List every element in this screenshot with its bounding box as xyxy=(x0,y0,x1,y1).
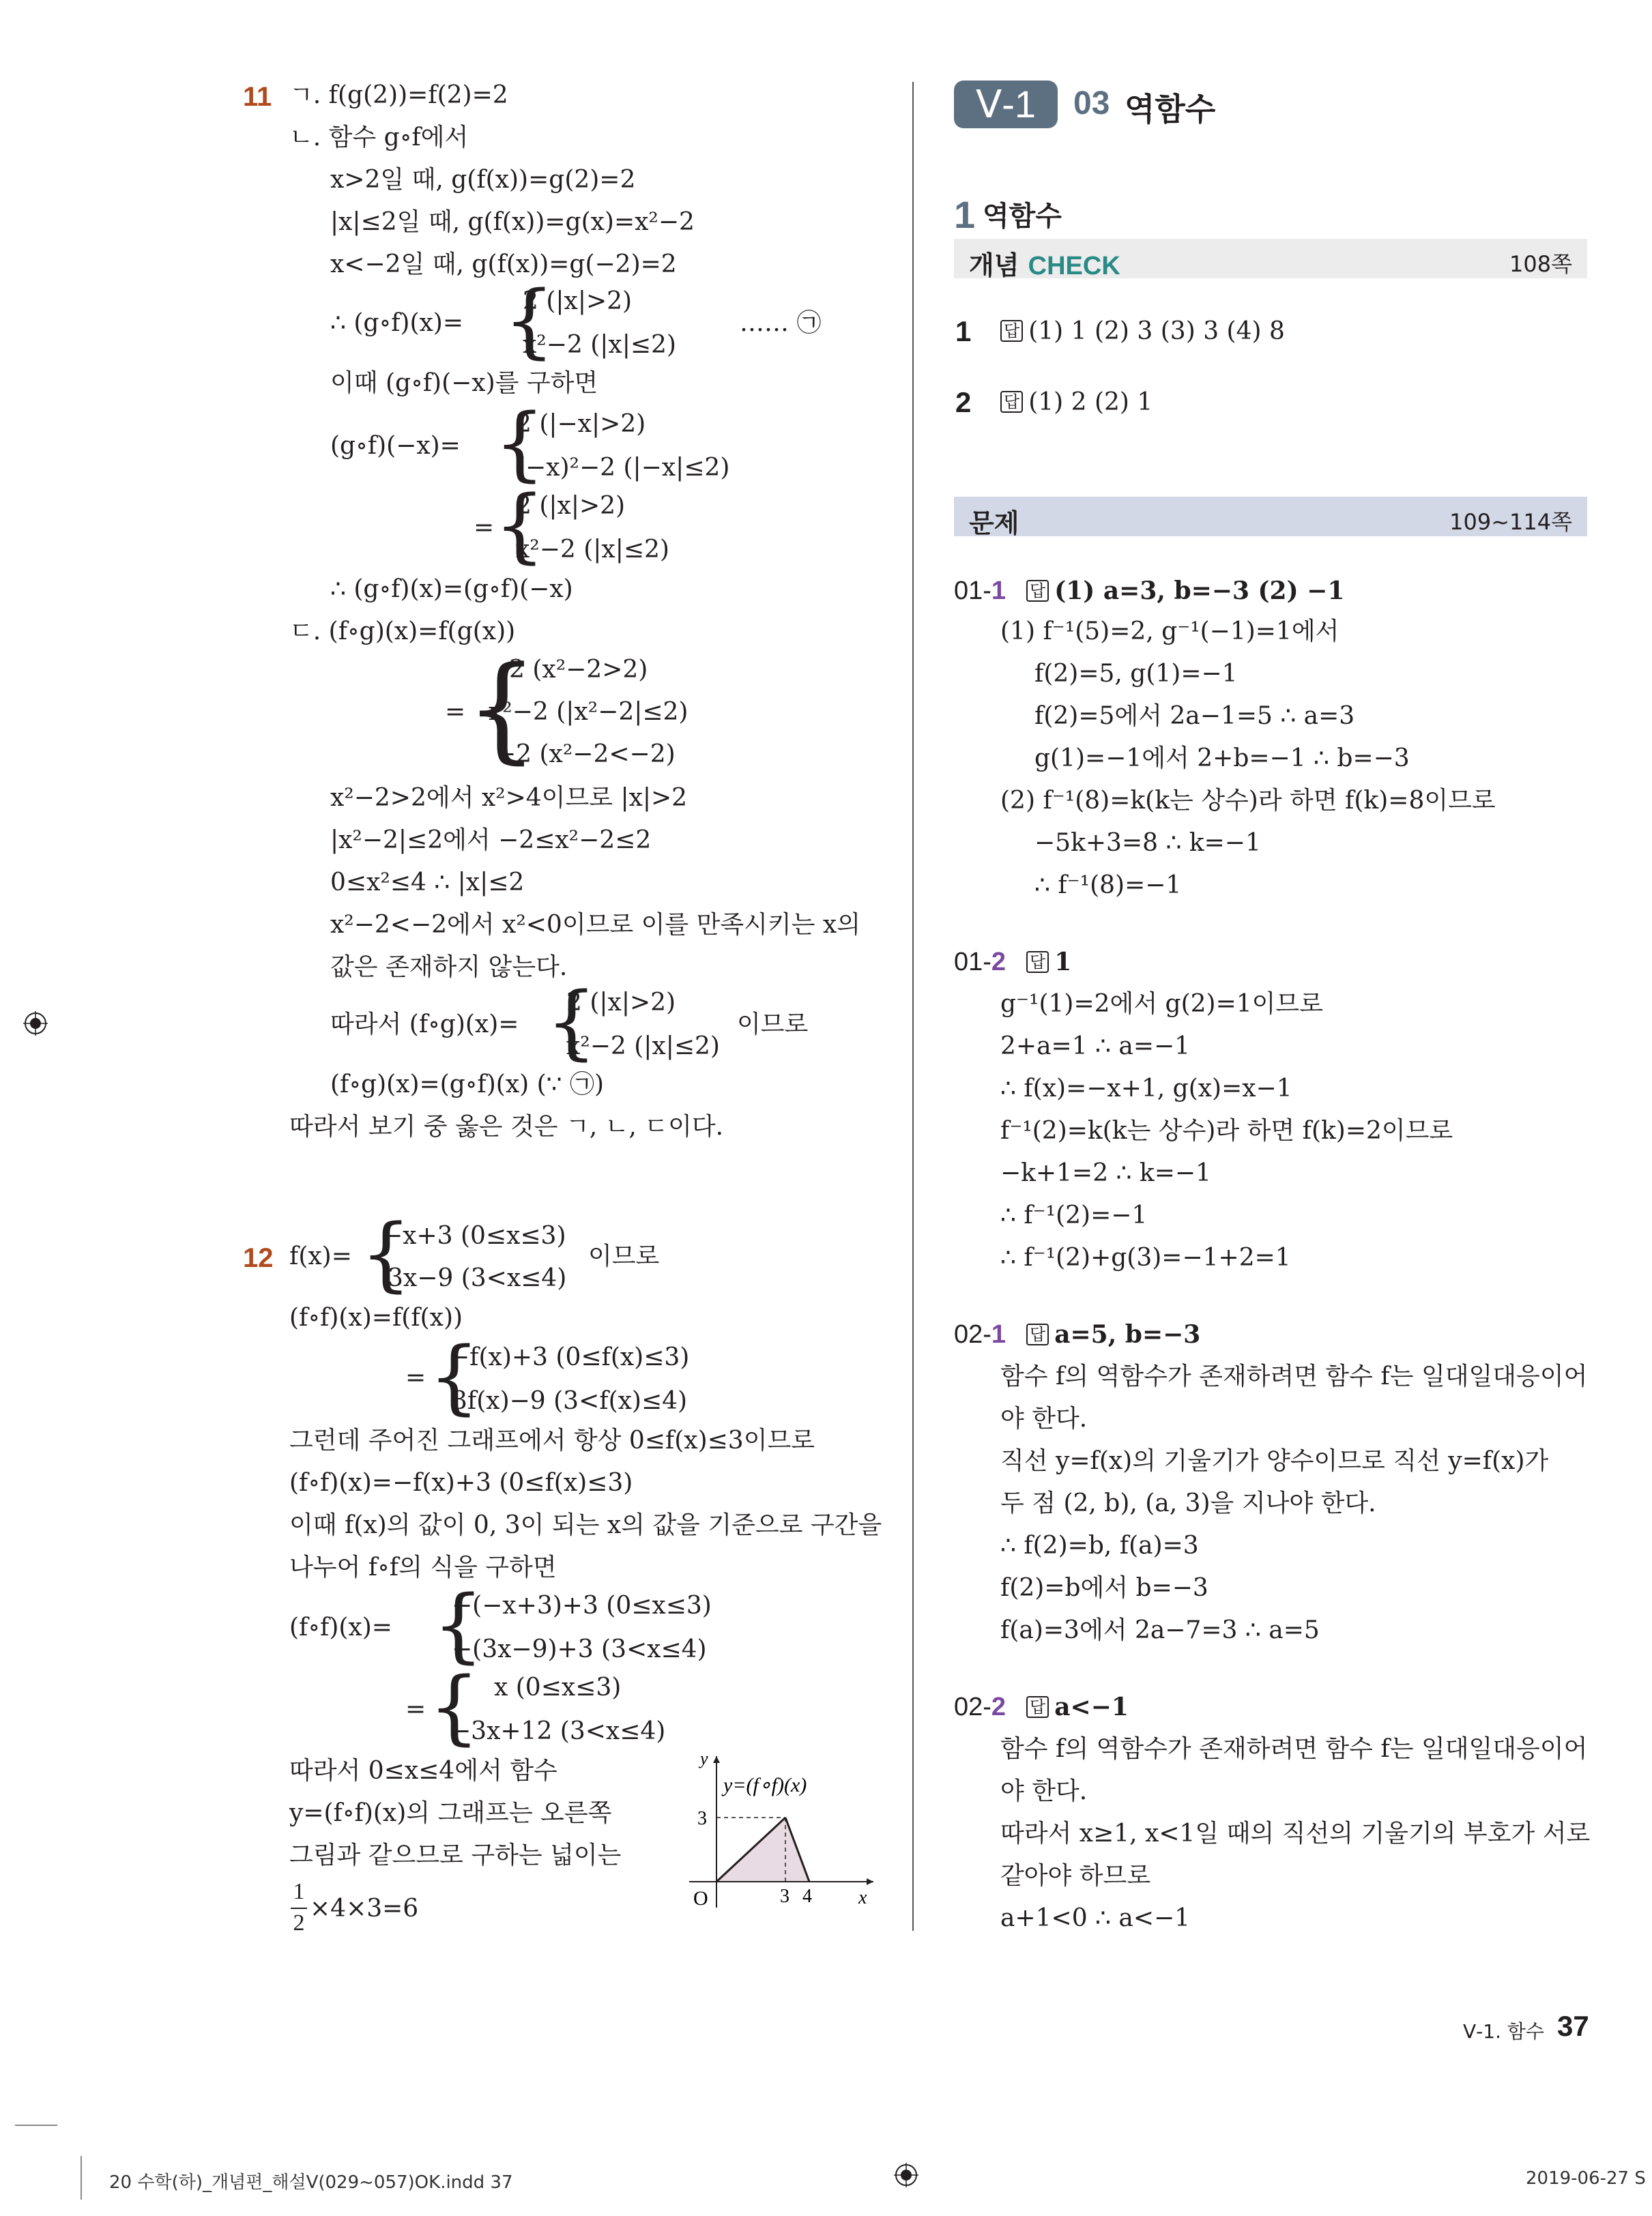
q11-line: x<−2일 때, g(f(x))=g(−2)=2 xyxy=(330,250,677,278)
q12-graph xyxy=(676,1749,880,1913)
footer-date: 2019-06-27 S xyxy=(1526,2168,1646,2189)
answer-head: (1) a=3, b=−3 (2) −1 xyxy=(1054,577,1345,605)
answer-badge: 답 xyxy=(1026,1696,1049,1718)
q11-line: x>2일 때, g(f(x))=g(2)=2 xyxy=(330,166,636,194)
solution-line: −5k+3=8 ∴ k=−1 xyxy=(1034,829,1261,857)
q11-line: ㄷ. (f∘g)(x)=f(g(x)) xyxy=(289,617,516,645)
solution-line: 2+a=1 ∴ a=−1 xyxy=(1000,1032,1191,1060)
q11-line: |x²−2|≤2에서 −2≤x²−2≤2 xyxy=(330,826,652,854)
graph-tick-x: 3 xyxy=(780,1886,789,1907)
check-answer-row xyxy=(1000,317,1285,347)
q11-mark: …… ㉠ xyxy=(740,309,822,337)
fraction-denominator: 2 xyxy=(293,1910,305,1936)
check-number: 2 xyxy=(955,386,972,418)
solution-line: f(2)=5에서 2a−1=5 ∴ a=3 xyxy=(1034,702,1355,730)
concept-check-bar xyxy=(954,239,1587,278)
answer-head: a=5, b=−3 xyxy=(1054,1320,1201,1349)
concept-label: 개념 xyxy=(969,250,1019,280)
answer-row xyxy=(1026,1692,1129,1723)
q12-case: 3x−9 (3<x≤4) xyxy=(388,1264,567,1292)
q11-case: x²−2 (|x|≤2) xyxy=(523,331,676,359)
section-title: 역함수 xyxy=(983,201,1062,232)
q11-line: ∴ (g∘f)(x)= xyxy=(330,309,464,337)
q11-case: (−x)²−2 (|−x|≤2) xyxy=(516,454,730,482)
crop-mark xyxy=(81,2156,82,2200)
q11-line: ㄱ. f(g(2))=f(2)=2 xyxy=(289,81,508,109)
q12-case: x (0≤x≤3) xyxy=(494,1674,622,1702)
graph-origin: O xyxy=(693,1887,708,1910)
chapter-badge: Ⅴ-1 xyxy=(954,81,1058,128)
q11-line: (g∘f)(−x)= xyxy=(330,432,461,460)
q12-line: 그런데 주어진 그래프에서 항상 0≤f(x)≤3이므로 xyxy=(289,1427,815,1455)
q11-line: x²−2>2에서 x²>4이므로 |x|>2 xyxy=(330,784,688,812)
q11-line: 따라서 보기 중 옳은 것은 ㄱ, ㄴ, ㄷ이다. xyxy=(289,1113,724,1141)
brace: { xyxy=(504,273,555,367)
problems-page: 109∼114쪽 xyxy=(1449,509,1572,535)
graph-shaded-region xyxy=(716,1818,809,1882)
q12-line: = xyxy=(405,1695,426,1723)
y-axis-arrow xyxy=(713,1756,720,1763)
q11-line: 따라서 (f∘g)(x)= xyxy=(330,1010,519,1038)
q12-case: −(−x+3)+3 (0≤x≤3) xyxy=(452,1592,712,1620)
problem-label: 02-1 xyxy=(954,1320,1006,1349)
solution-line: 두 점 (2, b), (a, 3)을 지나야 한다. xyxy=(1000,1489,1376,1517)
concept-check-label xyxy=(969,244,1120,282)
solution-line: a+1<0 ∴ a<−1 xyxy=(1000,1904,1191,1932)
q11-line: (f∘g)(x)=(g∘f)(x) (∵ ㉠) xyxy=(330,1070,605,1098)
q12-case: −f(x)+3 (0≤f(x)≤3) xyxy=(449,1343,690,1371)
q11-line: ㄴ. 함수 g∘f에서 xyxy=(289,123,469,151)
solution-line: (1) f⁻¹(5)=2, g⁻¹(−1)=1에서 xyxy=(1000,617,1339,645)
q11-line: 값은 존재하지 않는다. xyxy=(330,953,568,981)
check-answer-row xyxy=(1000,388,1153,418)
problems-label: 문제 xyxy=(969,508,1019,538)
brace: { xyxy=(494,478,546,572)
q11-line: 이므로 xyxy=(737,1010,809,1038)
concept-page: 108쪽 xyxy=(1509,251,1572,277)
q12-line: ×4×3=6 xyxy=(310,1895,419,1923)
solution-line: ∴ f(2)=b, f(a)=3 xyxy=(1000,1532,1199,1560)
problem-number-12: 12 xyxy=(243,1243,274,1273)
fraction-numerator: 1 xyxy=(293,1879,305,1904)
solution-line: f(a)=3에서 2a−7=3 ∴ a=5 xyxy=(1000,1616,1320,1644)
q12-line: 따라서 0≤x≤4에서 함수 xyxy=(289,1757,557,1785)
check-number: 1 xyxy=(955,315,972,347)
q11-case: x²−2 (|x|≤2) xyxy=(566,1032,720,1060)
page-section-label: Ⅴ-1. 함수 xyxy=(1463,2020,1544,2043)
answer-head: 1 xyxy=(1054,948,1072,976)
crop-mark xyxy=(15,2125,57,2126)
lesson-title: 역함수 xyxy=(1125,91,1216,128)
q12-case: −3x+12 (3<x≤4) xyxy=(450,1717,666,1745)
solution-line: g⁻¹(1)=2에서 g(2)=1이므로 xyxy=(1000,990,1323,1018)
q11-line: ∴ (g∘f)(x)=(g∘f)(−x) xyxy=(330,575,573,603)
brace: { xyxy=(429,1659,480,1753)
answer-badge: 답 xyxy=(1000,320,1023,342)
problems-bar xyxy=(954,497,1587,536)
answer-badge: 답 xyxy=(1026,580,1049,602)
problem-label: 02-2 xyxy=(954,1693,1006,1721)
section-number: 1 xyxy=(954,193,976,236)
q11-line: = xyxy=(445,698,466,726)
problem-number-11: 11 xyxy=(243,82,272,112)
graph-tick-x: 4 xyxy=(802,1886,812,1907)
q11-case: x²−2 (|x|≤2) xyxy=(516,536,669,564)
answer-row xyxy=(1026,1320,1200,1350)
q11-case: 2 (x²−2>2) xyxy=(509,656,648,684)
solution-line: 직선 y=f(x)의 기울기가 양수이므로 직선 y=f(x)가 xyxy=(1000,1447,1549,1475)
q11-case: 2 (|x|>2) xyxy=(523,287,633,315)
q12-line: (f∘f)(x)=f(f(x)) xyxy=(289,1304,463,1332)
q12-case: 3f(x)−9 (3<f(x)≤4) xyxy=(452,1387,688,1415)
solution-line: 함수 f의 역함수가 존재하려면 함수 f는 일대일대응이어 xyxy=(1000,1735,1588,1763)
brace: { xyxy=(360,1206,412,1300)
q11-case: −2 (x²−2<−2) xyxy=(495,740,676,768)
q11-line: x²−2<−2에서 x²<0이므로 이를 만족시키는 x의 xyxy=(330,911,861,939)
solution-line: 야 한다. xyxy=(1000,1405,1088,1433)
answer-head: a<−1 xyxy=(1054,1693,1129,1721)
solution-line: −k+1=2 ∴ k=−1 xyxy=(1000,1159,1211,1187)
graph-tick-y: 3 xyxy=(697,1808,707,1829)
solution-line: ∴ f⁻¹(2)=−1 xyxy=(1000,1201,1148,1229)
solution-line: ∴ f⁻¹(8)=−1 xyxy=(1034,871,1182,899)
answer-badge: 답 xyxy=(1026,1324,1049,1345)
q12-line: y=(f∘f)(x)의 그래프는 오른쪽 xyxy=(289,1799,612,1827)
brace: { xyxy=(546,974,598,1068)
solution-line: 함수 f의 역함수가 존재하려면 함수 f는 일대일대응이어 xyxy=(1000,1362,1588,1390)
graph-axis-x-label: x xyxy=(858,1887,867,1908)
answer-row xyxy=(1026,576,1344,607)
footer-file-name: 20 수학(하)_개념편_해설Ⅴ(029~057)OK.indd 37 xyxy=(109,2172,513,2193)
q12-case: −(3x−9)+3 (3<x≤4) xyxy=(452,1635,707,1663)
solution-line: g(1)=−1에서 2+b=−1 ∴ b=−3 xyxy=(1034,744,1410,772)
q11-line: 0≤x²≤4 ∴ |x|≤2 xyxy=(330,869,525,896)
q12-line: 이때 f(x)의 값이 0, 3이 되는 x의 값을 기준으로 구간을 xyxy=(289,1511,882,1539)
solution-line: ∴ f⁻¹(2)+g(3)=−1+2=1 xyxy=(1000,1244,1291,1272)
q12-line: 나누어 f∘f의 식을 구하면 xyxy=(289,1554,557,1581)
problem-label: 01-1 xyxy=(954,577,1006,605)
q11-case: 2 (|x|>2) xyxy=(516,492,626,520)
answer-row xyxy=(1026,947,1071,978)
q12-line: = xyxy=(405,1364,426,1392)
fraction-bar xyxy=(291,1908,307,1909)
answer-badge: 답 xyxy=(1026,951,1049,973)
solution-line: ∴ f(x)=−x+1, g(x)=x−1 xyxy=(1000,1075,1292,1103)
solution-line: 따라서 x≥1, x<1일 때의 직선의 기울기의 부호가 서로 xyxy=(1000,1820,1591,1848)
solution-line: 같아야 하므로 xyxy=(1000,1862,1151,1890)
solution-line: f⁻¹(2)=k(k는 상수)라 하면 f(k)=2이므로 xyxy=(1000,1117,1453,1145)
solution-line: f(2)=b에서 b=−3 xyxy=(1000,1574,1208,1602)
q11-line: = xyxy=(474,514,495,542)
problem-label: 01-2 xyxy=(954,948,1006,976)
brace: { xyxy=(494,396,546,490)
solution-line: f(2)=5, g(1)=−1 xyxy=(1034,660,1238,688)
q11-case: 2 (|−x|>2) xyxy=(516,410,646,438)
q12-line: (f∘f)(x)= xyxy=(289,1614,392,1642)
registration-mark-icon xyxy=(23,1011,48,1036)
column-divider xyxy=(912,82,914,1931)
q12-line: f(x)= xyxy=(289,1242,352,1270)
q11-case: 2 (|x|>2) xyxy=(566,989,676,1017)
check-answer: (1) 2 (2) 1 xyxy=(1028,388,1153,416)
brace: { xyxy=(465,641,538,775)
q12-line: 그림과 같으므로 구하는 넓이는 xyxy=(289,1841,622,1869)
brace: { xyxy=(433,1577,484,1672)
graph-axis-y-label: y xyxy=(700,1749,708,1768)
registration-mark-icon xyxy=(894,2163,918,2187)
graph-curve-label: y=(f∘f)(x) xyxy=(723,1774,807,1796)
solution-line: 야 한다. xyxy=(1000,1777,1088,1805)
concept-check: CHECK xyxy=(1028,252,1120,280)
q12-case: −x+3 (0≤x≤3) xyxy=(382,1222,566,1250)
q12-line: (f∘f)(x)=−f(x)+3 (0≤f(x)≤3) xyxy=(289,1469,633,1497)
q11-line: 이때 (g∘f)(−x)를 구하면 xyxy=(330,369,598,397)
brace: { xyxy=(429,1329,480,1423)
lesson-number: 03 xyxy=(1073,85,1110,121)
solution-line: (2) f⁻¹(8)=k(k는 상수)라 하면 f(k)=8이므로 xyxy=(1000,787,1496,815)
q11-line: |x|≤2일 때, g(f(x))=g(x)=x²−2 xyxy=(330,208,695,236)
x-axis-arrow xyxy=(867,1878,873,1885)
q12-line: 이므로 xyxy=(588,1242,660,1270)
page-number: 37 xyxy=(1557,2010,1589,2042)
q11-case: x²−2 (|x²−2|≤2) xyxy=(489,698,689,726)
answer-badge: 답 xyxy=(1000,391,1023,413)
check-answer: (1) 1 (2) 3 (3) 3 (4) 8 xyxy=(1028,317,1285,345)
